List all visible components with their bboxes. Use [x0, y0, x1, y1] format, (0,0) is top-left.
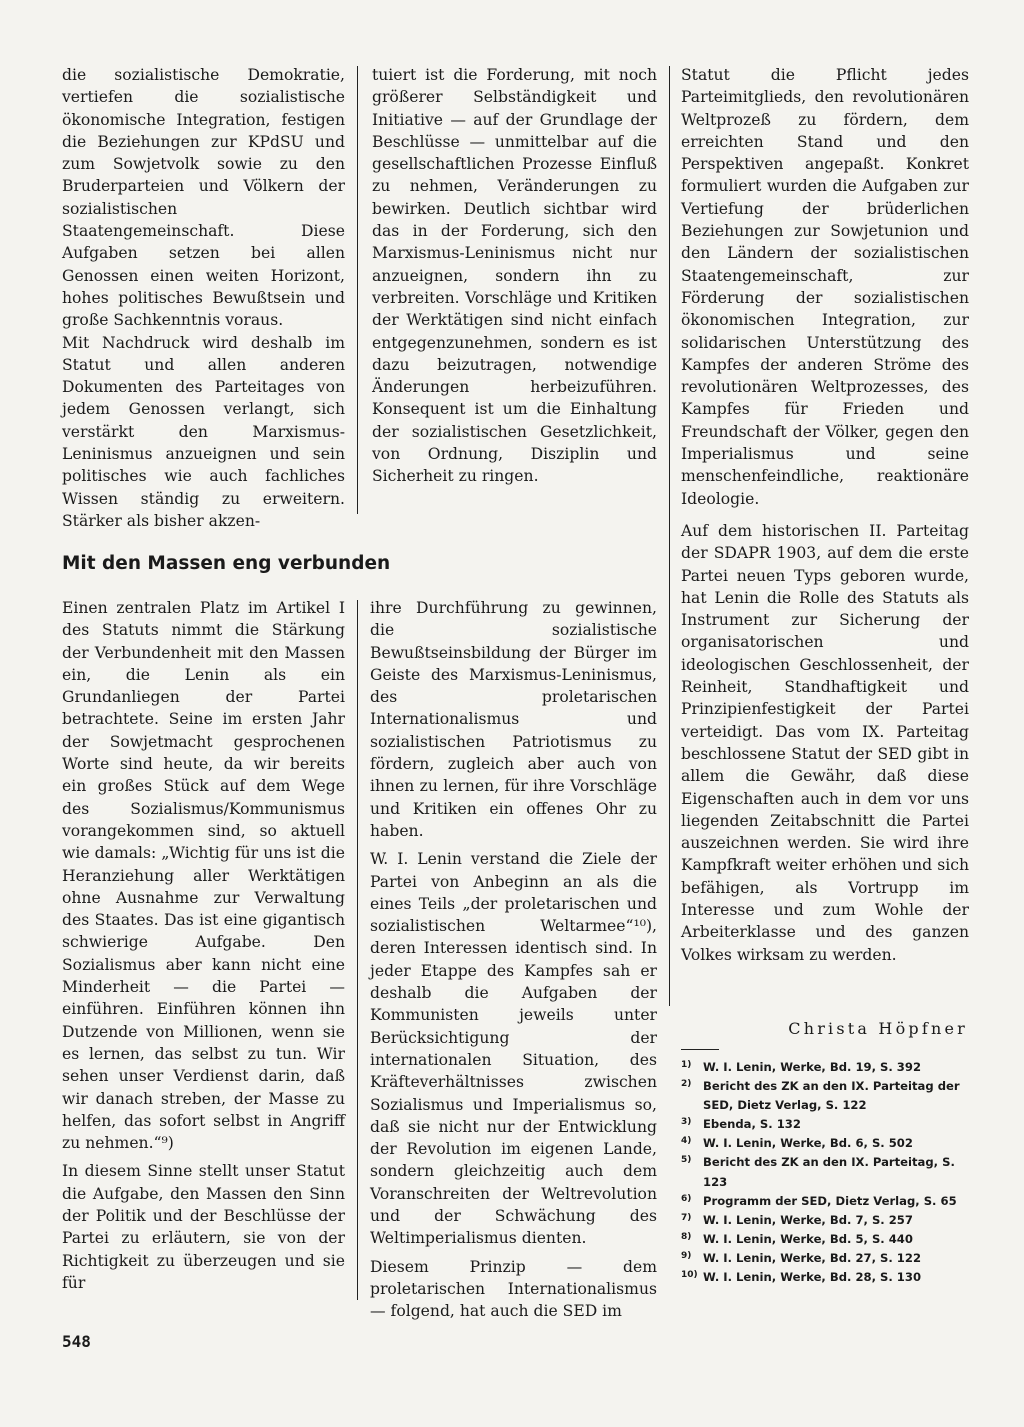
footnote-rule [681, 1049, 719, 1050]
footnote-text: W. I. Lenin, Werke, Bd. 19, S. 392 [703, 1060, 922, 1074]
footnote [681, 1230, 971, 1249]
paragraph: die sozialistische Demokratie, vertiefen die sozialistische ökonomische Integration, festigen die Beziehungen zur KPdSU und zum Sowjetvolk sowie zu den Bruderparteien und Völkern der sozialistischen Staatengemeinschaft. Diese Aufgaben setzen bei allen Genossen einen weiten Horizont, hohes politisches Bewußtsein und große Sachkenntnis voraus. [62, 66, 345, 330]
page-number: 548 [62, 1332, 91, 1351]
footnote [681, 1211, 971, 1230]
footnote [681, 1115, 971, 1134]
footnote-text: Ebenda, S. 132 [703, 1117, 801, 1132]
bottom-column-1 [62, 597, 345, 1294]
footnote-number: 5) [681, 1155, 692, 1166]
column-rule [669, 66, 670, 1006]
footnote-number: 3) [681, 1117, 692, 1128]
footnote-text: W. I. Lenin, Werke, Bd. 7, S. 257 [703, 1212, 913, 1227]
footnote-text: W. I. Lenin, Werke, Bd. 5, S. 440 [703, 1231, 913, 1246]
footnote-text: W. I. Lenin, Werke, Bd. 27, S. 122 [703, 1250, 922, 1265]
footnote-number: 8) [681, 1231, 692, 1242]
column-rule [357, 600, 358, 1300]
top-column-2 [372, 64, 657, 488]
footnotes [681, 1058, 971, 1287]
paragraph: Auf dem historischen II. Parteitag der SDAPR 1903, auf dem die erste Partei neuen Typs geboren wurde, hat Lenin die Rolle des Statuts als Instrument zur Sicherung der organisatorischen und ideologischen Geschlossenheit, der Reinheit, Standhaftigkeit und Prinzipienfestigkeit der Partei verteidigt. Das vom IX. Parteitag beschlossene Statut der SED gibt in allem die Gewähr, daß diese Eigenschaften auch in dem vor uns liegenden Zeitabschnitt die Partei auszeichnen werden. Sie wird ihre Kampfkraft weiter erhöhen und sich befähigen, als Vortrupp im Interesse und zum Wohle der Arbeiterklasse und des ganzen Volkes wirksam zu werden. [681, 521, 969, 964]
section-heading: Mit den Massen eng verbunden [62, 553, 391, 574]
paragraph: W. I. Lenin verstand die Ziele der Partei von Anbeginn an als die eines Teils „der proletarischen und sozialistischen Weltarmee“¹⁰), deren Interessen identisch sind. In jeder Etappe des Kampfes sah er deshalb die Aufgaben der Kommunisten jeweils unter Berücksichtigung der internationalen Situation, des Kräfteverhältnisses zwischen Sozialismus und Imperialismus so, daß sie nicht nur der Entwicklung der Revolution im eigenen Lande, sondern gleichzeitig auch dem Voranschreiten der Weltrevolution und der Schwächung des Weltimperialismus dienten. [370, 850, 657, 1248]
footnote-text: Programm der SED, Dietz Verlag, S. 65 [703, 1193, 957, 1208]
footnote-text: W. I. Lenin, Werke, Bd. 28, S. 130 [703, 1270, 922, 1285]
footnote [681, 1134, 971, 1153]
footnote-number: 7) [681, 1212, 692, 1223]
footnote-number: 6) [681, 1193, 692, 1204]
footnote-number: 4) [681, 1136, 692, 1147]
paragraph: Diesem Prinzip — dem proletarischen Internationalismus — folgend, hat auch die SED im [370, 1257, 657, 1321]
footnote-number: 10) [681, 1270, 698, 1281]
footnote [681, 1153, 971, 1191]
paragraph: Einen zentralen Platz im Artikel I des Statuts nimmt die Stärkung der Verbundenheit mit den Massen ein, die Lenin als ein Grundanliegen der Partei betrachtete. Seine im ersten Jahr der Sowjetmacht gesprochenen Worte sind heute, da wir bereits ein großes Stück auf dem Wege des Sozialismus/Kommunismus vorangekommen sind, so aktuell wie damals: „Wichtig für uns ist die Heranziehung aller Werktätigen ohne Ausnahme zur Verwaltung des Staates. Das ist eine gigantisch schwierige Aufgabe. Den Sozialismus aber kann nicht eine Minderheit — die Partei — einführen. Einführen können ihn Dutzende von Millionen, wenn sie es lernen, das selbst zu tun. Wir sehen unser Verdienst darin, daß wir danach streben, der Masse zu helfen, das sofort selbst in Angriff zu nehmen.“⁹) [62, 599, 345, 1153]
author-name: Christa Höpfner [788, 1019, 968, 1038]
footnote [681, 1192, 971, 1211]
footnote-text: Bericht des ZK an den IX. Parteitag der SED, Dietz Verlag, S. 122 [703, 1079, 960, 1113]
footnote-number: 1) [681, 1060, 692, 1070]
footnote [681, 1268, 971, 1287]
right-column [681, 64, 969, 966]
footnote [681, 1077, 971, 1115]
footnote-text: Bericht des ZK an den IX. Parteitag, S. 123 [703, 1155, 955, 1189]
paragraph: Statut die Pflicht jedes Parteimitglieds, den revolutionären Weltprozeß zu fördern, dem erreichten Stand und den Perspektiven angepaßt. Konkret formuliert wurden die Aufgaben zur Vertiefung der brüderlichen Beziehungen zur Sowjetunion und den Ländern der sozialistischen Staatengemeinschaft, zur Förderung der sozialistischen ökonomischen Integration, zur solidarischen Unterstützung des Kampfes der anderen Ströme des revolutionären Weltprozesses, des Kampfes für Frieden und Freundschaft der Völker, gegen den Imperialismus und seine menschenfeindliche, reaktionäre Ideologie. [681, 66, 969, 508]
column-rule [357, 66, 358, 514]
footnote [681, 1249, 971, 1268]
paragraph: Mit Nachdruck wird deshalb im Statut und allen anderen Dokumenten des Parteitages von jedem Genossen verlangt, sich verstärkt den Marxismus-Leninismus anzueignen und sein politisches wie auch fachliches Wissen ständig zu erweitern. Stärker als bisher akzen- [62, 333, 345, 530]
footnote-text: W. I. Lenin, Werke, Bd. 6, S. 502 [703, 1136, 913, 1151]
footnote [681, 1058, 971, 1077]
paragraph: tuiert ist die Forderung, mit noch größerer Selbständigkeit und Initiative — auf der Grundlage der Beschlüsse — unmittelbar auf die gesellschaftlichen Prozesse Einfluß zu nehmen, Veränderungen zu bewirken. Deutlich sichtbar wird das in der Forderung, sich den Marxismus-Leninismus nicht nur anzueignen, sondern ihn zu verbreiten. Vorschläge und Kritiken der Werktätigen sind nicht einfach entgegenzunehmen, sondern es ist dazu beizutragen, notwendige Änderungen herbeizuführen. Konsequent ist um die Einhaltung der sozialistischen Gesetzlichkeit, von Ordnung, Disziplin und Sicherheit zu ringen. [372, 66, 657, 486]
paragraph: In diesem Sinne stellt unser Statut die Aufgabe, den Massen den Sinn der Politik und der Beschlüsse der Partei zu erläutern, sie von der Richtigkeit zu überzeugen und sie für [62, 1162, 345, 1292]
paragraph: ihre Durchführung zu gewinnen, die sozialistische Bewußtseinsbildung der Bürger im Geiste des Marxismus-Leninismus, des proletarischen Internationalismus und sozialistischen Patriotismus zu fördern, zugleich aber auch von ihnen zu lernen, für ihre Vorschläge und Kritiken ein offenes Ohr zu haben. [370, 599, 657, 840]
top-column-1 [62, 64, 345, 532]
bottom-column-2 [370, 597, 657, 1323]
footnote-number: 9) [681, 1250, 692, 1261]
footnote-number: 2) [681, 1079, 692, 1090]
